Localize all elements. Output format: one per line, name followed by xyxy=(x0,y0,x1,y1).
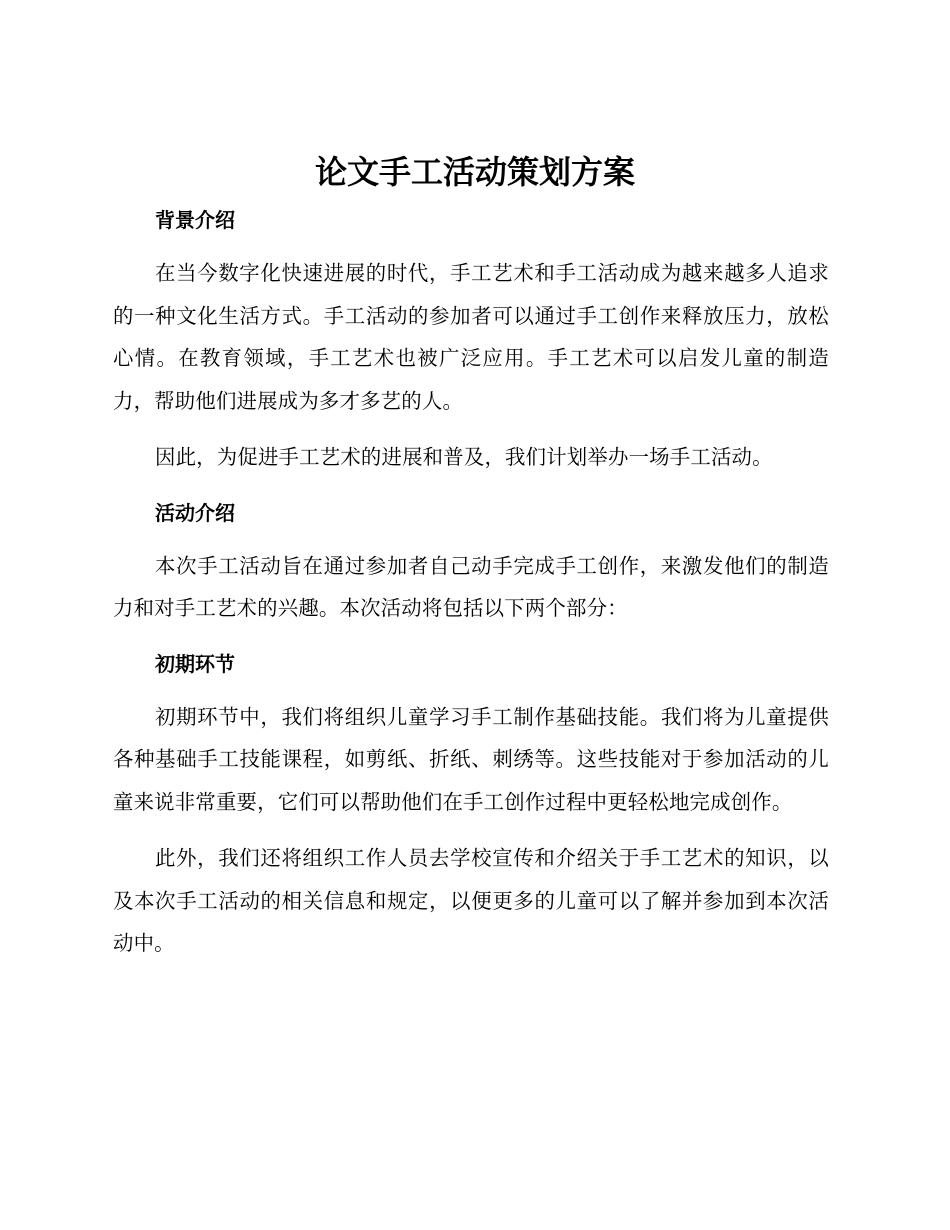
section-heading: 背景介绍 xyxy=(155,208,235,232)
paragraph: 本次手工活动旨在通过参加者自己动手完成手工创作，来激发他们的制造力和对手工艺术的兴趣。本次活动将包括以下两个部分： xyxy=(113,553,829,620)
document-body xyxy=(113,200,829,979)
section-heading: 初期环节 xyxy=(155,651,235,676)
paragraph: 因此，为促进手工艺术的进展和普及，我们计划举办一场手工活动。 xyxy=(155,445,773,469)
paragraph: 在当今数字化快速进展的时代，手工艺术和手工活动成为越来越多人追求的一种文化生活方式。手工活动的参加者可以通过手工创作来释放压力，放松心情。在教育领域，手工艺术也被广泛应用。手工艺术可以启发儿童的制造力，帮助他们进展成为多才多艺的人。 xyxy=(113,261,829,413)
paragraph: 初期环节中，我们将组织儿童学习手工制作基础技能。我们将为儿童提供各种基础手工技能课程，如剪纸、折纸、刺绣等。这些技能对于参加活动的儿童来说非常重要，它们可以帮助他们在手工创作过程中更轻松地完成创作。 xyxy=(113,704,829,814)
section-heading: 活动介绍 xyxy=(155,500,235,525)
document-title: 论文手工活动策划方案 xyxy=(314,153,635,191)
section-initial-stage xyxy=(113,644,829,965)
section-activity xyxy=(113,493,829,630)
paragraph: 此外，我们还将组织工作人员去学校宣传和介绍关于手工艺术的知识，以及本次手工活动的相关信息和规定，以便更多的儿童可以了解并参加到本次活动中。 xyxy=(113,846,829,955)
section-background xyxy=(113,200,829,479)
